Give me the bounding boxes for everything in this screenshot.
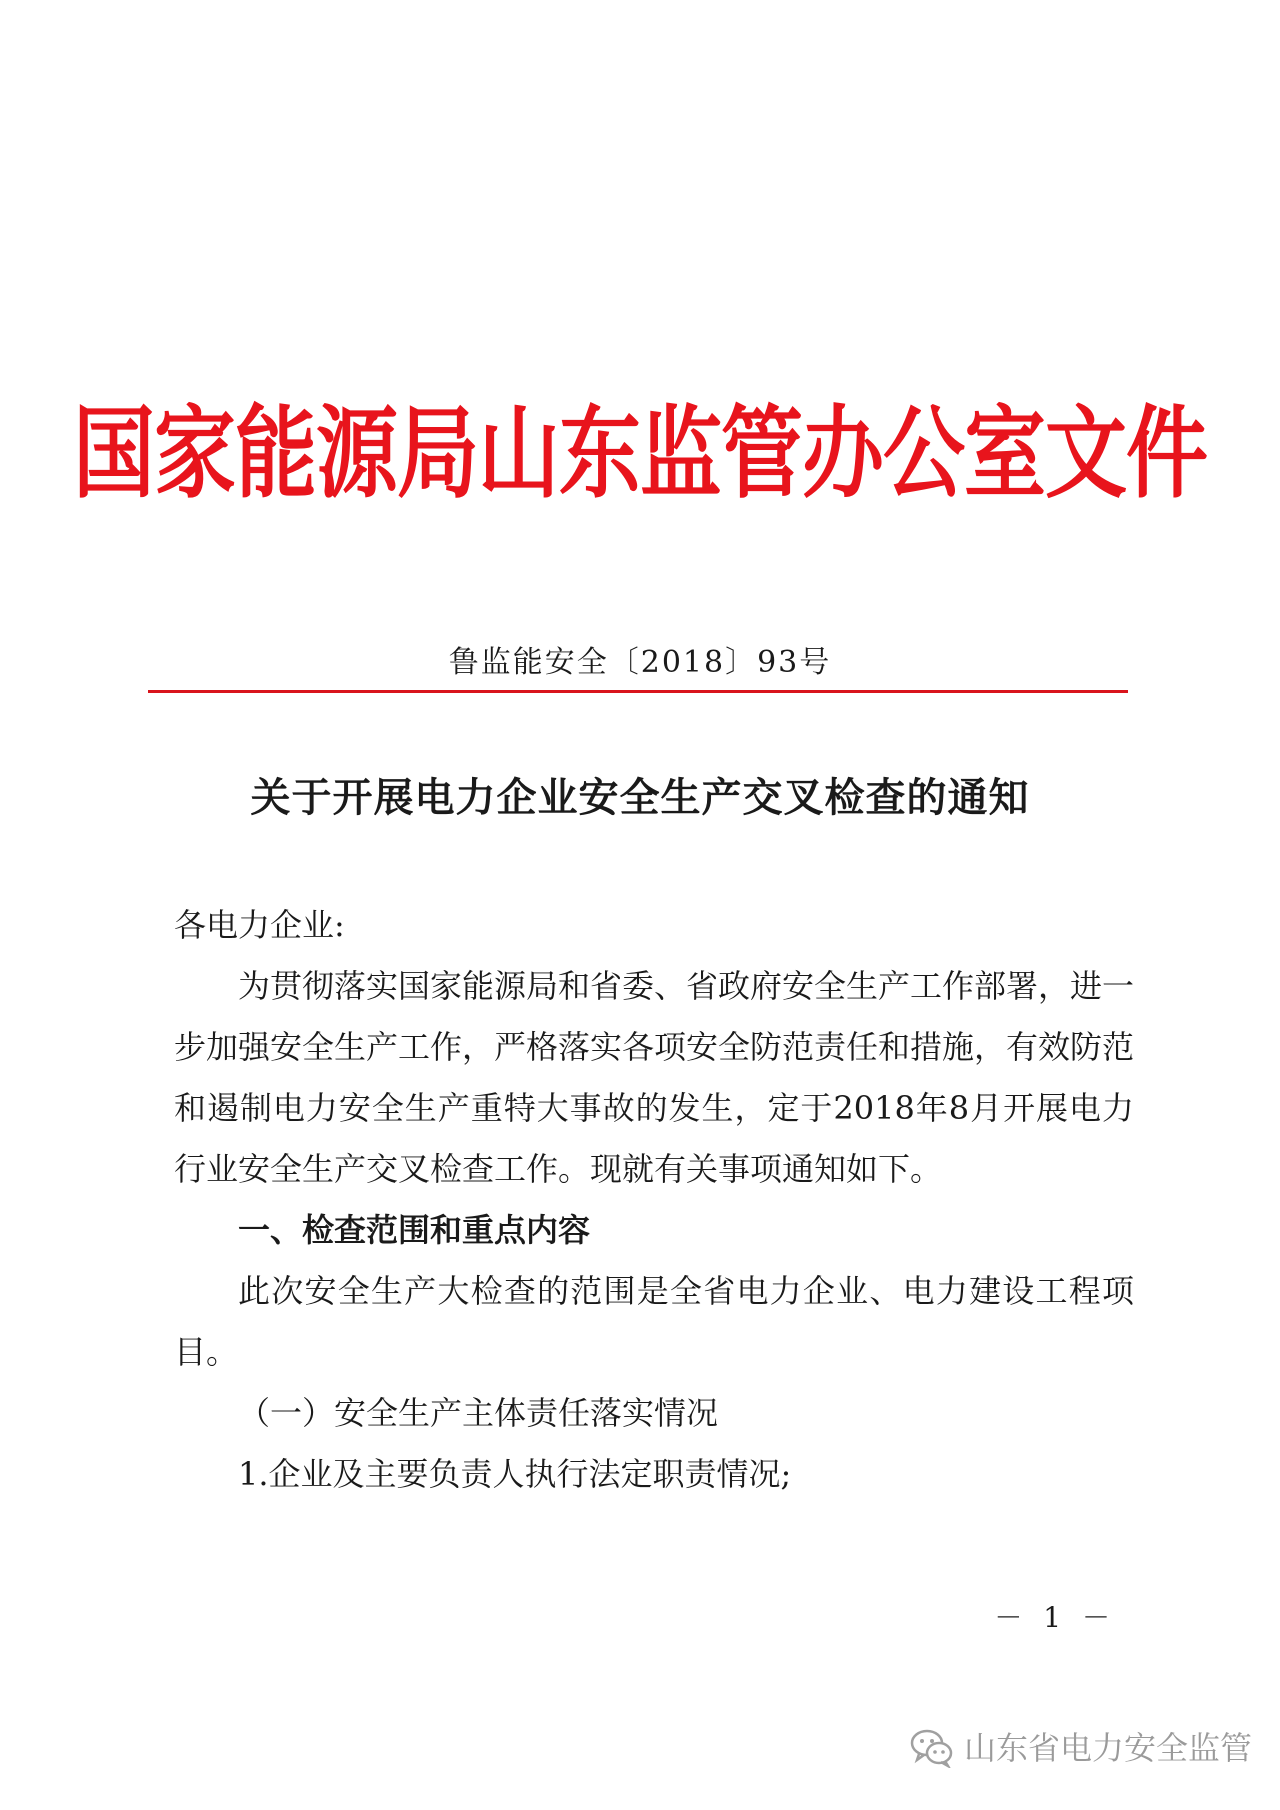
paragraph-intro: 为贯彻落实国家能源局和省委、省政府安全生产工作部署，进一步加强安全生产工作，严格落实各项安全防范责任和措施，有效防范和遏制电力安全生产重特大事故的发生，定于2018年8月开展电力行业安全生产交叉检查工作。现就有关事项通知如下。 [174, 967, 1135, 1188]
section-heading-1: 一、检查范围和重点内容 [238, 1211, 591, 1249]
watermark-text: 山东省电力安全监管 [963, 1729, 1252, 1767]
paragraph-scope: 此次安全生产大检查的范围是全省电力企业、电力建设工程项目。 [174, 1272, 1134, 1371]
wechat-icon [910, 1728, 954, 1768]
red-divider-rule [148, 690, 1128, 693]
list-item-1: 1.企业及主要负责人执行法定职责情况; [238, 1455, 792, 1493]
notice-title: 关于开展电力企业安全生产交叉检查的通知 [250, 774, 1030, 821]
wechat-watermark [910, 1728, 1252, 1768]
subsection-heading-1: （一）安全生产主体责任落实情况 [238, 1394, 719, 1432]
document-body [174, 895, 1134, 1505]
salutation: 各电力企业: [174, 906, 345, 944]
document-header-title: 国家能源局山东监管办公室文件 [72, 396, 1207, 513]
page-number: － 1 － [994, 1601, 1116, 1634]
document-number: 鲁监能安全〔2018〕93号 [448, 645, 832, 680]
